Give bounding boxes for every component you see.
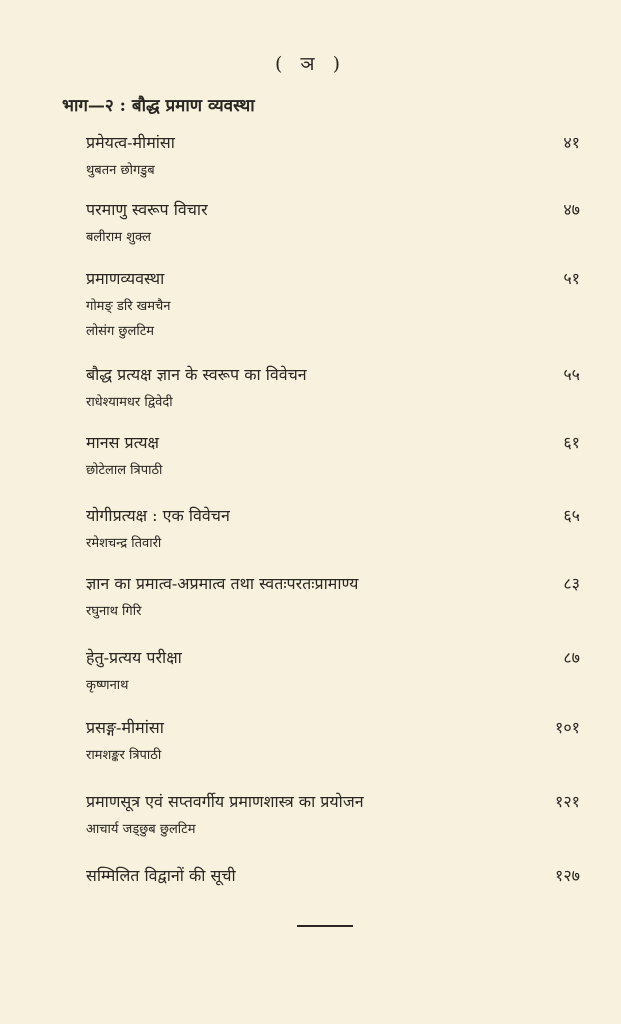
toc-entry — [86, 648, 580, 695]
entry-page-number: १२१ — [555, 792, 580, 811]
toc-entry — [86, 133, 580, 180]
end-rule — [297, 925, 353, 927]
toc-entry — [86, 433, 580, 480]
entry-page-number: ५१ — [563, 269, 580, 288]
entry-title: प्रमाणसूत्र एवं सप्तवर्गीय प्रमाणशास्त्र का प्रयोजन — [86, 792, 364, 811]
entry-page-number: ५५ — [563, 365, 580, 384]
entry-author: थुबतन छोगडुब — [86, 163, 155, 178]
entry-author: रमेशचन्द्र तिवारी — [86, 536, 162, 551]
toc-entry — [86, 269, 580, 341]
entry-author: बलीराम शुक्ल — [86, 230, 151, 245]
entry-author: आचार्य जड्छुब छुलटिम — [86, 822, 196, 837]
toc-entry — [86, 792, 580, 839]
toc-entry — [86, 574, 580, 621]
toc-entry — [86, 365, 580, 412]
toc-entry — [86, 866, 580, 886]
entry-title: ज्ञान का प्रमात्व-अप्रमात्व तथा स्वतःपरतःप्रामाण्य — [86, 574, 359, 593]
entry-author: रघुनाथ गिरि — [86, 604, 142, 619]
entry-author: लोसंग छुलटिम — [86, 324, 155, 339]
entry-author: रामशङ्कर त्रिपाठी — [86, 748, 162, 763]
entry-page-number: ४१ — [563, 133, 580, 152]
entry-author: छोटेलाल त्रिपाठी — [86, 463, 163, 478]
toc-entry — [86, 200, 580, 247]
entry-title: प्रमाणव्यवस्था — [86, 269, 165, 288]
entry-page-number: ६१ — [563, 433, 580, 452]
toc-entry — [86, 718, 580, 765]
entry-title: हेतु-प्रत्यय परीक्षा — [86, 648, 182, 667]
entry-title: बौद्ध प्रत्यक्ष ज्ञान के स्वरूप का विवेचन — [86, 365, 307, 384]
entry-title: प्रसङ्ग-मीमांसा — [86, 718, 164, 737]
entry-page-number: ८३ — [563, 574, 580, 593]
entry-page-number: ६५ — [563, 506, 580, 525]
entry-page-number: १०१ — [555, 718, 580, 737]
entry-title: योगीप्रत्यक्ष : एक विवेचन — [86, 506, 230, 525]
entry-title: परमाणु स्वरूप विचार — [86, 200, 208, 219]
entry-page-number: ४७ — [563, 200, 580, 219]
entry-author: गोमङ् डरि खमचैन — [86, 299, 171, 314]
page-number: ( ञ ) — [274, 53, 346, 75]
entry-title: सम्मिलित विद्वानों की सूची — [86, 866, 236, 885]
entry-page-number: ८७ — [563, 648, 580, 667]
entry-author: कृष्णनाथ — [86, 678, 129, 693]
entry-title: मानस प्रत्यक्ष — [86, 433, 159, 452]
entry-page-number: १२७ — [555, 866, 580, 885]
entry-author: राधेश्यामधर द्विवेदी — [86, 395, 173, 410]
section-heading: भाग—२ : बौद्ध प्रमाण व्यवस्था — [62, 96, 255, 116]
entry-title: प्रमेयत्व-मीमांसा — [86, 133, 175, 152]
toc-entry — [86, 506, 580, 553]
